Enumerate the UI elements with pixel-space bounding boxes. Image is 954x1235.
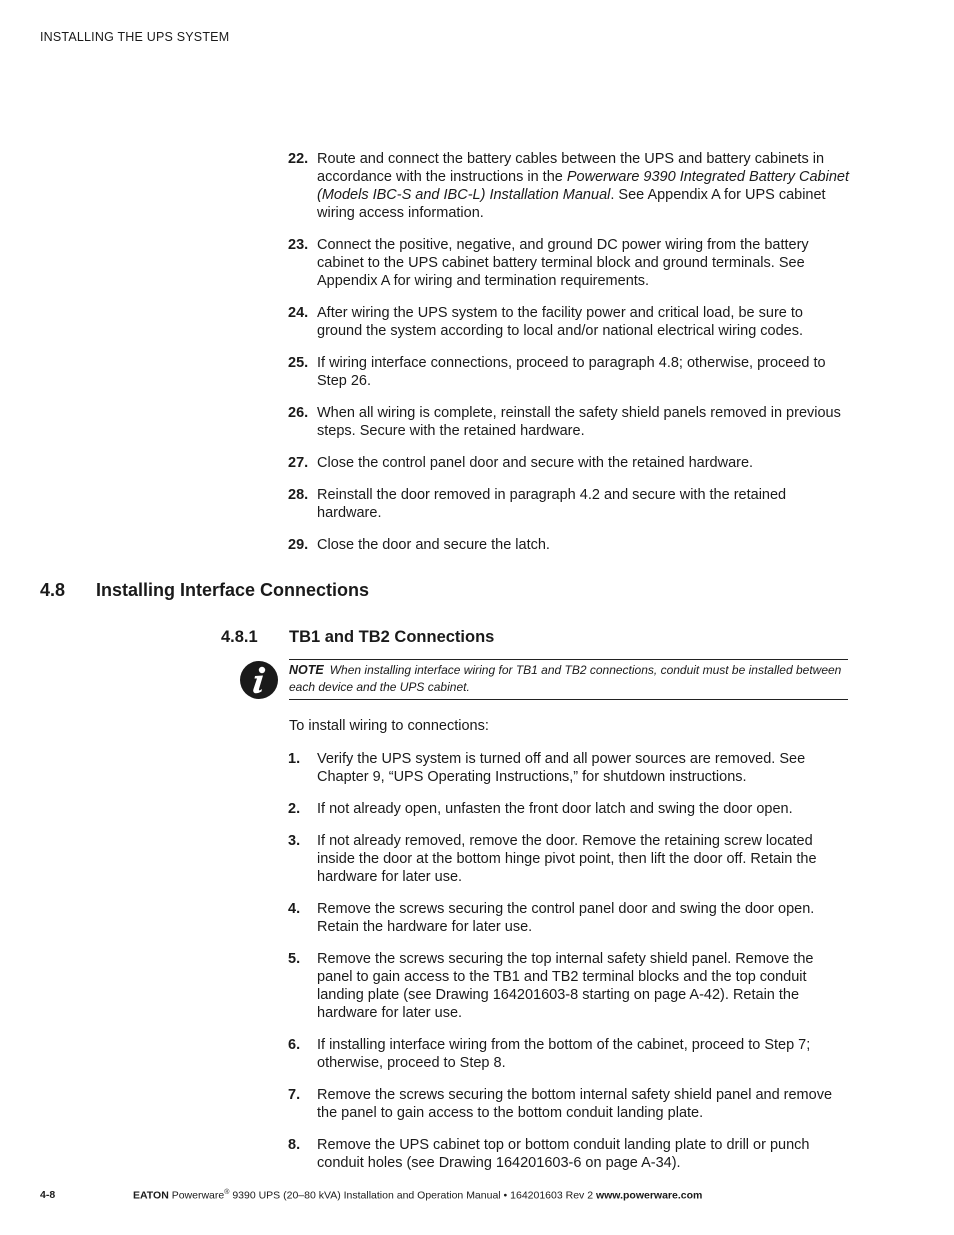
step-item — [288, 950, 850, 1022]
subsection-title: TB1 and TB2 Connections — [289, 628, 495, 646]
step-number: 7. — [288, 1087, 301, 1103]
info-icon — [233, 660, 285, 700]
step-text: Close the control panel door and secure with the retained hardware. — [317, 455, 754, 471]
step-text: Route and connect the battery cables between the UPS and battery cabinets in accordance with the instructions in the — [317, 151, 825, 185]
step-reference-title: Powerware 9390 Integrated Battery Cabinet (Models IBC-S and IBC-L) Installation Manual — [317, 169, 849, 203]
step-item — [288, 354, 850, 390]
section-heading — [40, 580, 369, 601]
step-list-a — [288, 150, 850, 568]
step-item — [288, 800, 850, 818]
step-text: If installing interface wiring from the bottom of the cabinet, proceed to Step 7; otherwise, proceed to Step 8. — [317, 1037, 811, 1071]
intro-text: To install wiring to connections: — [289, 718, 489, 734]
step-number: 27. — [288, 455, 309, 471]
section-number: 4.8 — [40, 580, 66, 600]
step-text: After wiring the UPS system to the facility power and critical load, be sure to ground the system according to local and/or national electrical wiring codes. — [317, 305, 804, 339]
step-item — [288, 454, 850, 472]
subsection-heading — [221, 628, 494, 647]
step-number: 4. — [288, 901, 301, 917]
step-number: 22. — [288, 151, 309, 167]
step-text: When all wiring is complete, reinstall the safety shield panels removed in previous steps. Secure with the retained hardware. — [317, 405, 841, 439]
step-text: If not already removed, remove the door. Remove the retaining screw located inside the door at the bottom hinge pivot point, then lift the door off. Retain the hardware for later use. — [317, 833, 817, 885]
step-number: 24. — [288, 305, 309, 321]
step-text: . See Appendix A for UPS cabinet wiring access information. — [317, 187, 826, 221]
step-text: Verify the UPS system is turned off and all power sources are removed. See Chapter 9, “UPS Operating Instructions,” for shutdown instructions. — [317, 751, 806, 785]
step-item — [288, 750, 850, 786]
step-item — [288, 404, 850, 440]
step-list-b — [288, 750, 850, 1186]
footer-url: www.powerware.com — [595, 1189, 703, 1202]
step-item — [288, 150, 850, 222]
step-item — [288, 1086, 850, 1122]
step-number: 5. — [288, 951, 301, 967]
section-title: Installing Interface Connections — [96, 580, 370, 600]
step-number: 3. — [288, 833, 301, 849]
step-item — [288, 236, 850, 290]
step-number: 23. — [288, 237, 309, 253]
step-item — [288, 832, 850, 886]
step-number: 25. — [288, 355, 309, 371]
step-number: 26. — [288, 405, 309, 421]
step-item — [288, 1136, 850, 1172]
footer-reg: ® — [224, 1189, 230, 1196]
footer-manual: 9390 UPS (20–80 kVA) Installation and Operation Manual • 164201603 Rev 2 — [229, 1189, 596, 1202]
step-text: If not already open, unfasten the front door latch and swing the door open. — [317, 801, 793, 817]
note-label: NOTE — [289, 663, 324, 677]
step-text: If wiring interface connections, proceed to paragraph 4.8; otherwise, proceed to Step 26. — [317, 355, 826, 389]
step-item — [288, 486, 850, 522]
step-text: Close the door and secure the latch. — [317, 537, 550, 553]
step-item — [288, 536, 850, 554]
page-number: 4-8 — [40, 1189, 56, 1201]
footer-text — [133, 1189, 702, 1202]
step-number: 6. — [288, 1037, 301, 1053]
step-number: 28. — [288, 487, 309, 503]
step-text: Reinstall the door removed in paragraph 4.2 and secure with the retained hardware. — [317, 487, 787, 521]
subsection-number: 4.8.1 — [221, 628, 258, 646]
step-number: 29. — [288, 537, 309, 553]
step-number: 2. — [288, 801, 301, 817]
step-text: Remove the screws securing the bottom internal safety shield panel and remove the panel to gain access to the bottom conduit landing plate. — [317, 1087, 833, 1121]
step-item — [288, 304, 850, 340]
step-text: Connect the positive, negative, and ground DC power wiring from the battery cabinet to the UPS cabinet battery terminal block and ground terminals. See Appendix A for wiring and termination requirements. — [317, 237, 809, 289]
footer-brand: EATON — [133, 1189, 169, 1202]
step-text: Remove the screws securing the top internal safety shield panel. Remove the panel to gain access to the TB1 and TB2 terminal blocks and the top conduit landing plate (see Drawing 164201603-8 starting on page A-42). Retain the hardware for later use. — [317, 951, 814, 1021]
step-number: 8. — [288, 1137, 301, 1153]
note-text: When installing interface wiring for TB1 and TB2 connections, conduit must be installed between each device and the UPS cabinet. — [289, 663, 842, 694]
note-box — [289, 659, 848, 700]
running-head: INSTALLING THE UPS SYSTEM — [40, 30, 230, 44]
footer-product: Powerware — [171, 1189, 225, 1202]
step-item — [288, 1036, 850, 1072]
step-text: Remove the UPS cabinet top or bottom conduit landing plate to drill or punch conduit holes (see Drawing 164201603-6 on page A-34). — [317, 1137, 810, 1171]
step-text: Remove the screws securing the control panel door and swing the door open. Retain the hardware for later use. — [317, 901, 815, 935]
step-item — [288, 900, 850, 936]
step-number: 1. — [288, 751, 301, 767]
